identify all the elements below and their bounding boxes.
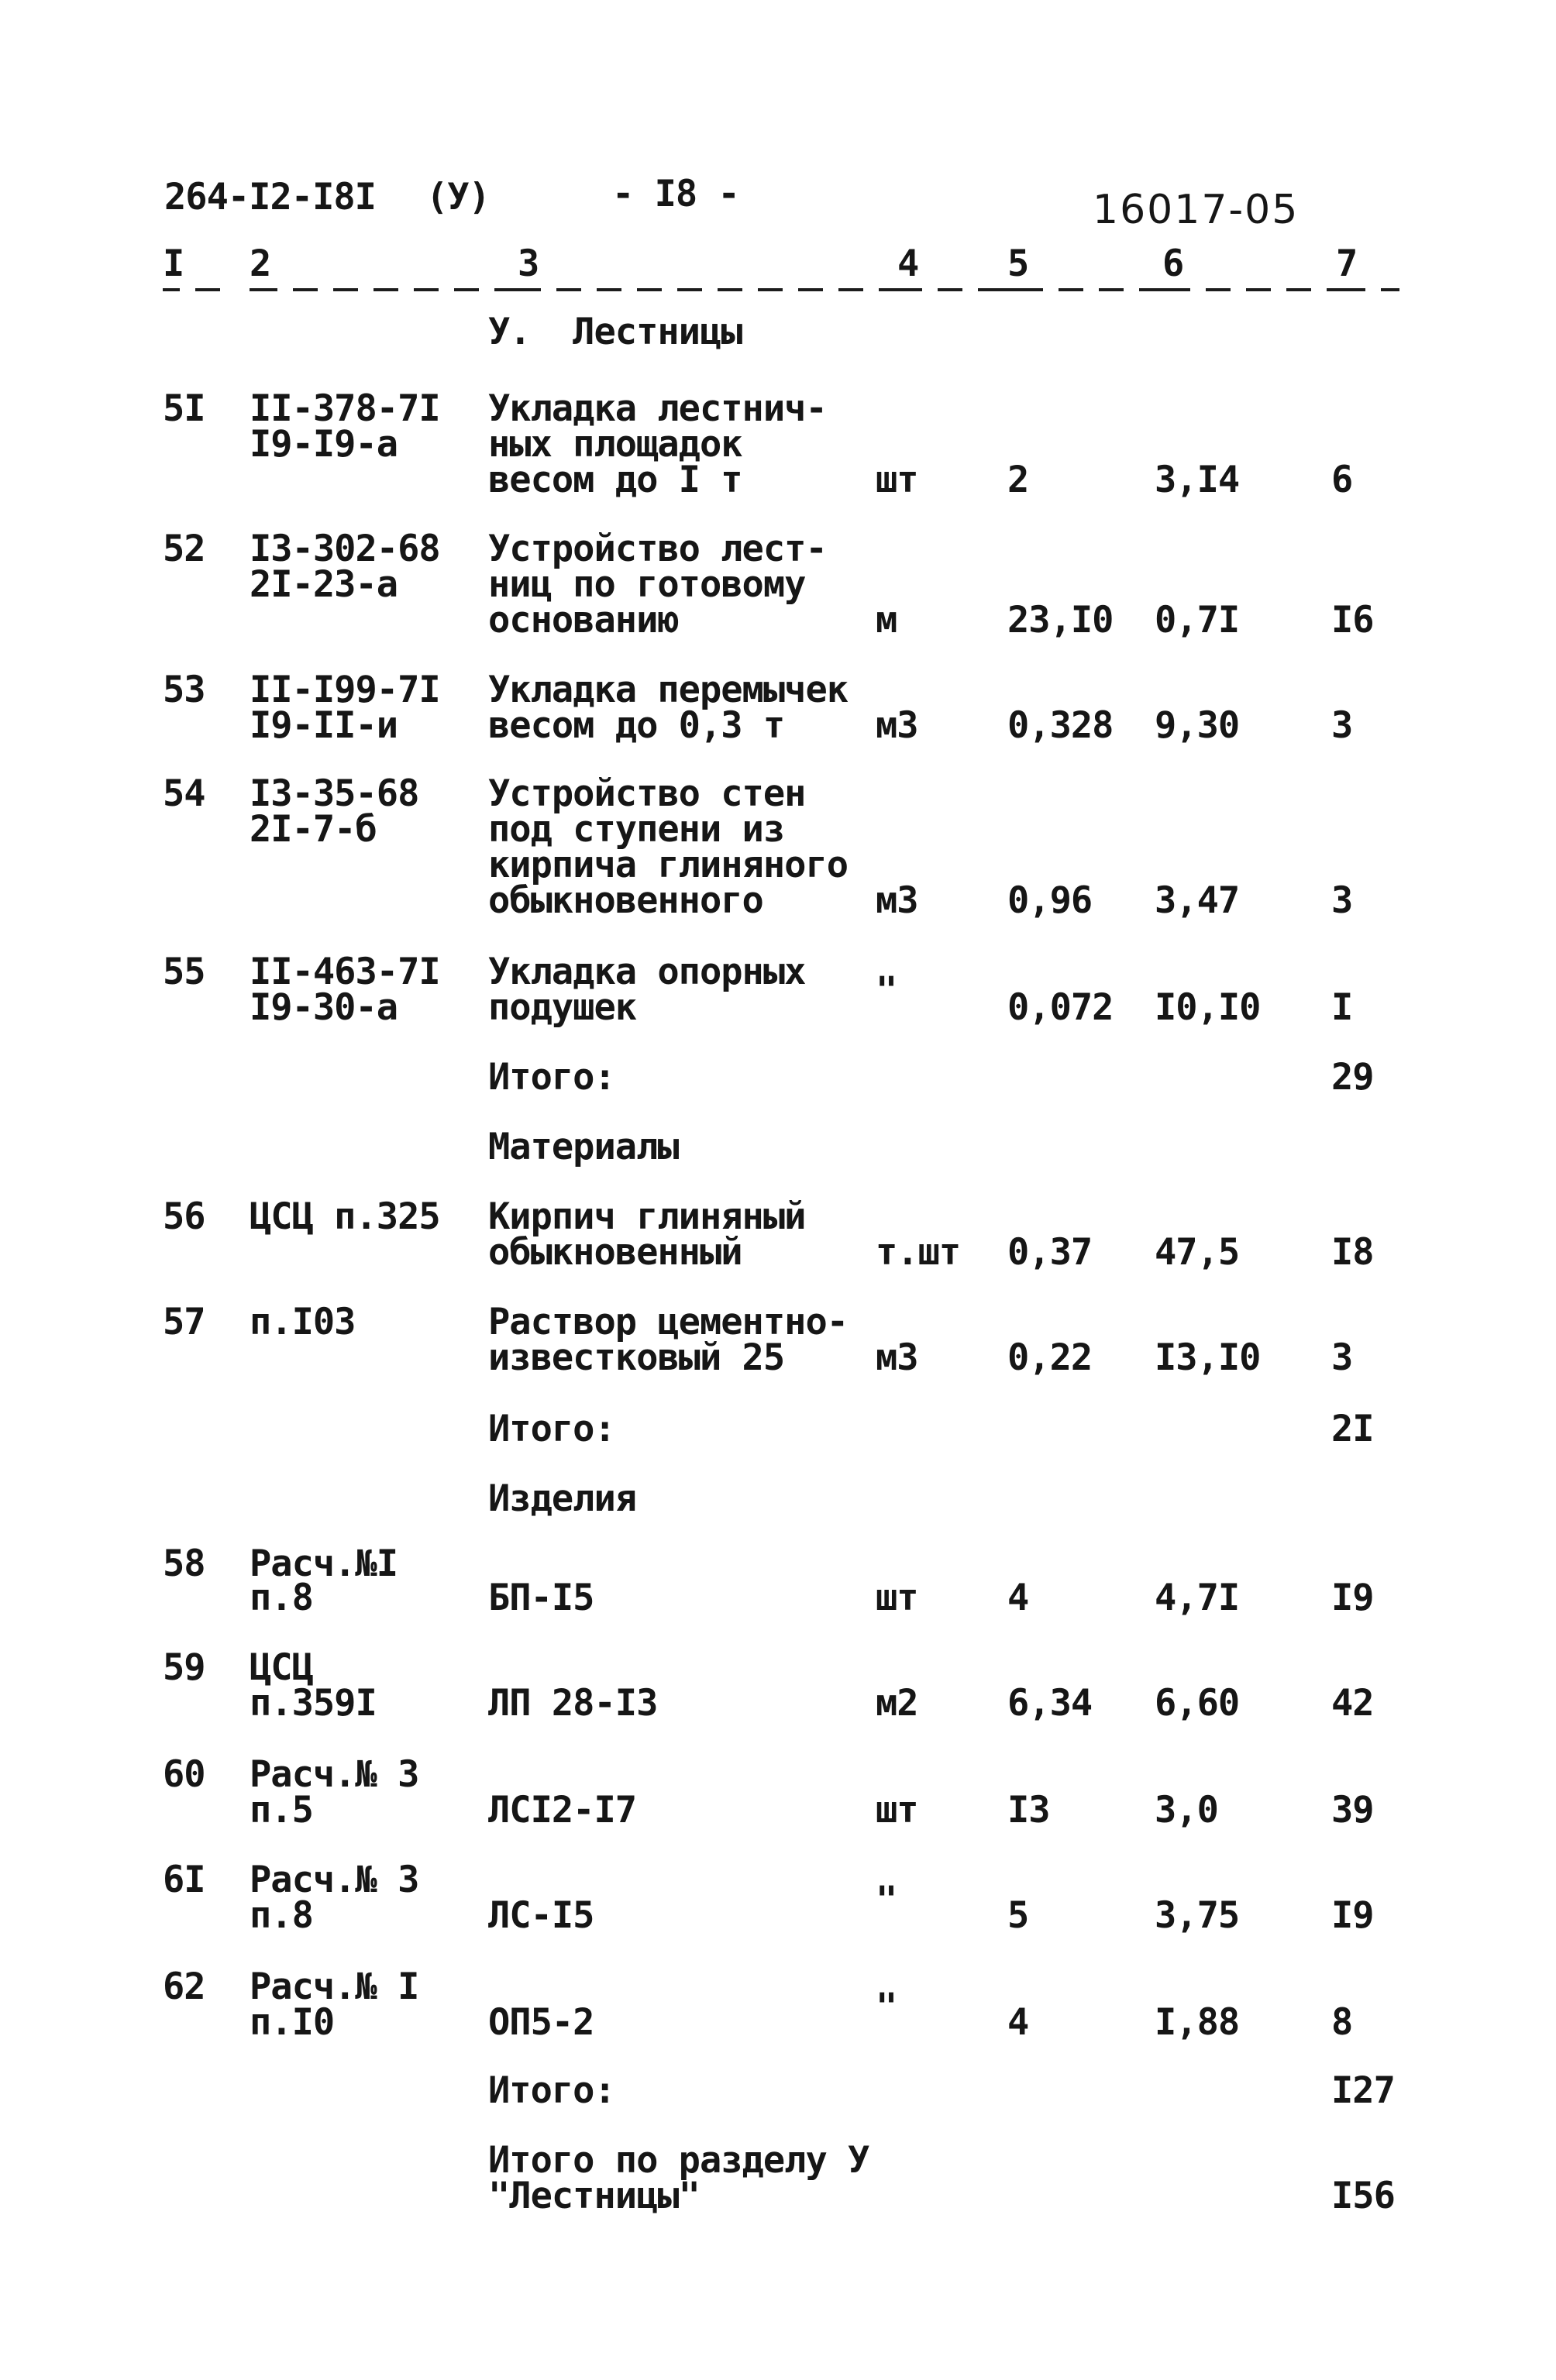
column-number-1: I <box>163 242 184 285</box>
total-cost: 6 <box>1331 459 1353 501</box>
header-rule <box>414 288 439 291</box>
quantity: 23,I0 <box>1007 599 1114 641</box>
unit: м2 <box>876 1682 918 1725</box>
section-total-value: I56 <box>1331 2175 1395 2217</box>
unit: м <box>876 599 897 641</box>
work-description: весом до 0,3 т <box>488 704 785 747</box>
material-description: известковый 25 <box>488 1336 785 1379</box>
calc-reference: ЦСЦ <box>250 1646 313 1689</box>
norm-code: п.I03 <box>250 1301 356 1343</box>
calc-reference: п.359I <box>250 1682 377 1725</box>
header-rule <box>250 288 277 291</box>
total-cost: 3 <box>1331 1336 1353 1379</box>
work-description: Укладка лестнич- <box>488 387 827 430</box>
unit: м3 <box>876 1336 918 1379</box>
norm-code: 2I-23-а <box>250 563 398 606</box>
unit-price: 47,5 <box>1155 1231 1240 1274</box>
norm-code: I9-II-и <box>250 704 398 747</box>
header-rule <box>677 288 702 291</box>
unit-price: 6,60 <box>1155 1682 1240 1725</box>
unit-price: I3,I0 <box>1155 1336 1261 1379</box>
work-description: под ступени из <box>488 808 785 851</box>
column-number-4: 4 <box>897 242 919 285</box>
row-number: 54 <box>163 772 205 815</box>
norm-code: I9-30-а <box>250 986 398 1029</box>
header-rule <box>454 288 479 291</box>
work-description: обыкновенного <box>488 879 763 922</box>
work-description: Устройство лест- <box>488 528 827 570</box>
header-rule <box>718 288 742 291</box>
header-rule <box>195 288 220 291</box>
material-description: Кирпич глиняный <box>488 1195 806 1238</box>
unit-price: 3,75 <box>1155 1894 1240 1937</box>
header-rule <box>293 288 318 291</box>
work-description: ных площадок <box>488 423 742 466</box>
unit: шт <box>876 1577 918 1619</box>
calc-reference: п.8 <box>250 1894 313 1937</box>
handwritten-archive-number: 16017-05 <box>1093 187 1300 233</box>
work-description: Укладка опорных <box>488 951 806 993</box>
row-number: 57 <box>163 1301 205 1343</box>
work-description: весом до I т <box>488 459 742 501</box>
header-rule <box>1327 288 1365 291</box>
total-cost: I9 <box>1331 1577 1374 1619</box>
calc-reference: п.8 <box>250 1577 313 1619</box>
section-total-label: "Лестницы" <box>488 2175 700 2217</box>
unit: шт <box>876 1789 918 1831</box>
header-rule <box>637 288 662 291</box>
column-number-3: 3 <box>518 242 539 285</box>
unit-ditto-mark: " <box>876 1986 897 2028</box>
unit-ditto-mark: " <box>876 969 897 1012</box>
subtotal-value: I27 <box>1331 2069 1395 2112</box>
header-rule <box>938 288 962 291</box>
calc-reference: Расч.№ 3 <box>250 1753 419 1796</box>
product-mark: ЛСI2-I7 <box>488 1789 637 1831</box>
unit-price: 3,I4 <box>1155 459 1240 501</box>
total-cost: I9 <box>1331 1894 1374 1937</box>
unit-price: 4,7I <box>1155 1577 1240 1619</box>
row-number: 58 <box>163 1543 205 1585</box>
total-cost: 3 <box>1331 879 1353 922</box>
header-rule <box>758 288 783 291</box>
material-description: обыкновенный <box>488 1231 742 1274</box>
work-description: кирпича глиняного <box>488 844 849 886</box>
row-number: 56 <box>163 1195 205 1238</box>
section-title: У. Лестницы <box>488 311 742 353</box>
norm-code: I3-302-68 <box>250 528 440 570</box>
unit: т.шт <box>876 1231 961 1274</box>
page-number: - I8 - <box>612 173 739 215</box>
header-rule <box>1381 288 1399 291</box>
calc-reference: Расч.№ I <box>250 1966 419 2008</box>
norm-code: ЦСЦ п.325 <box>250 1195 440 1238</box>
quantity: I3 <box>1007 1789 1050 1831</box>
unit: шт <box>876 459 918 501</box>
calc-reference: Расч.№I <box>250 1543 398 1585</box>
header-rule <box>556 288 581 291</box>
header-rule <box>978 288 1043 291</box>
total-cost: I6 <box>1331 599 1374 641</box>
quantity: 0,328 <box>1007 704 1114 747</box>
header-rule <box>1206 288 1231 291</box>
norm-code: 2I-7-б <box>250 808 377 851</box>
unit-ditto-mark: " <box>876 1879 897 1921</box>
unit: м3 <box>876 704 918 747</box>
row-number: 5I <box>163 387 205 430</box>
work-description: основанию <box>488 599 679 641</box>
product-mark: БП-I5 <box>488 1577 594 1619</box>
column-number-7: 7 <box>1336 242 1358 285</box>
header-rule <box>1059 288 1083 291</box>
header-rule <box>1139 288 1190 291</box>
header-rule <box>838 288 863 291</box>
quantity: 6,34 <box>1007 1682 1093 1725</box>
quantity: 2 <box>1007 459 1029 501</box>
quantity: 0,96 <box>1007 879 1093 922</box>
header-rule <box>374 288 398 291</box>
norm-code: II-I99-7I <box>250 669 440 711</box>
total-cost: 8 <box>1331 2001 1353 2044</box>
work-description: ниц по готовому <box>488 563 806 606</box>
document-code: 264-I2-I8I <box>164 176 376 218</box>
unit-price: I0,I0 <box>1155 986 1261 1029</box>
unit-price: 3,47 <box>1155 879 1240 922</box>
header-rule <box>597 288 621 291</box>
calc-reference: п.5 <box>250 1789 313 1831</box>
header-rule <box>1246 288 1271 291</box>
total-cost: I8 <box>1331 1231 1374 1274</box>
header-rule <box>879 288 922 291</box>
product-mark: ЛП 28-I3 <box>488 1682 658 1725</box>
subtotal-value: 2I <box>1331 1408 1374 1450</box>
header-rule <box>163 288 180 291</box>
subsection-title-products: Изделия <box>488 1477 637 1520</box>
quantity: 0,37 <box>1007 1231 1093 1274</box>
unit-price: 0,7I <box>1155 599 1240 641</box>
row-number: 60 <box>163 1753 205 1796</box>
unit: м3 <box>876 879 918 922</box>
row-number: 59 <box>163 1646 205 1689</box>
material-description: Раствор цементно- <box>488 1301 849 1343</box>
total-cost: 3 <box>1331 704 1353 747</box>
row-number: 53 <box>163 669 205 711</box>
quantity: 5 <box>1007 1894 1029 1937</box>
row-number: 62 <box>163 1966 205 2008</box>
row-number: 52 <box>163 528 205 570</box>
row-number: 55 <box>163 951 205 993</box>
column-number-6: 6 <box>1162 242 1184 285</box>
quantity: 4 <box>1007 1577 1029 1619</box>
subtotal-label: Итого: <box>488 1408 615 1450</box>
calc-reference: Расч.№ 3 <box>250 1859 419 1901</box>
header-rule <box>333 288 358 291</box>
header-rule <box>798 288 823 291</box>
header-rule <box>1099 288 1124 291</box>
norm-code: I9-I9-а <box>250 423 398 466</box>
header-rule <box>1286 288 1311 291</box>
subsection-title-materials: Материалы <box>488 1126 679 1168</box>
subtotal-label: Итого: <box>488 2069 615 2112</box>
quantity: 4 <box>1007 2001 1029 2044</box>
subtotal-value: 29 <box>1331 1056 1374 1099</box>
quantity: 0,072 <box>1007 986 1114 1029</box>
subtotal-label: Итого: <box>488 1056 615 1099</box>
calc-reference: п.I0 <box>250 2001 335 2044</box>
total-cost: I <box>1331 986 1353 1029</box>
total-cost: 39 <box>1331 1789 1374 1831</box>
product-mark: ЛС-I5 <box>488 1894 594 1937</box>
work-description: Устройство стен <box>488 772 806 815</box>
norm-code: II-463-7I <box>250 951 440 993</box>
unit-price: 9,30 <box>1155 704 1240 747</box>
total-cost: 42 <box>1331 1682 1374 1725</box>
work-description: Укладка перемычек <box>488 669 849 711</box>
header-rule <box>494 288 541 291</box>
column-number-2: 2 <box>250 242 271 285</box>
quantity: 0,22 <box>1007 1336 1093 1379</box>
column-number-5: 5 <box>1007 242 1029 285</box>
unit-price: I,88 <box>1155 2001 1240 2044</box>
row-number: 6I <box>163 1859 205 1901</box>
product-mark: ОП5-2 <box>488 2001 594 2044</box>
unit-price: 3,0 <box>1155 1789 1218 1831</box>
work-description: подушек <box>488 986 637 1029</box>
norm-code: I3-35-68 <box>250 772 419 815</box>
norm-code: II-378-7I <box>250 387 440 430</box>
document-variant: (У) <box>426 176 490 218</box>
section-total-label: Итого по разделу У <box>488 2139 869 2182</box>
